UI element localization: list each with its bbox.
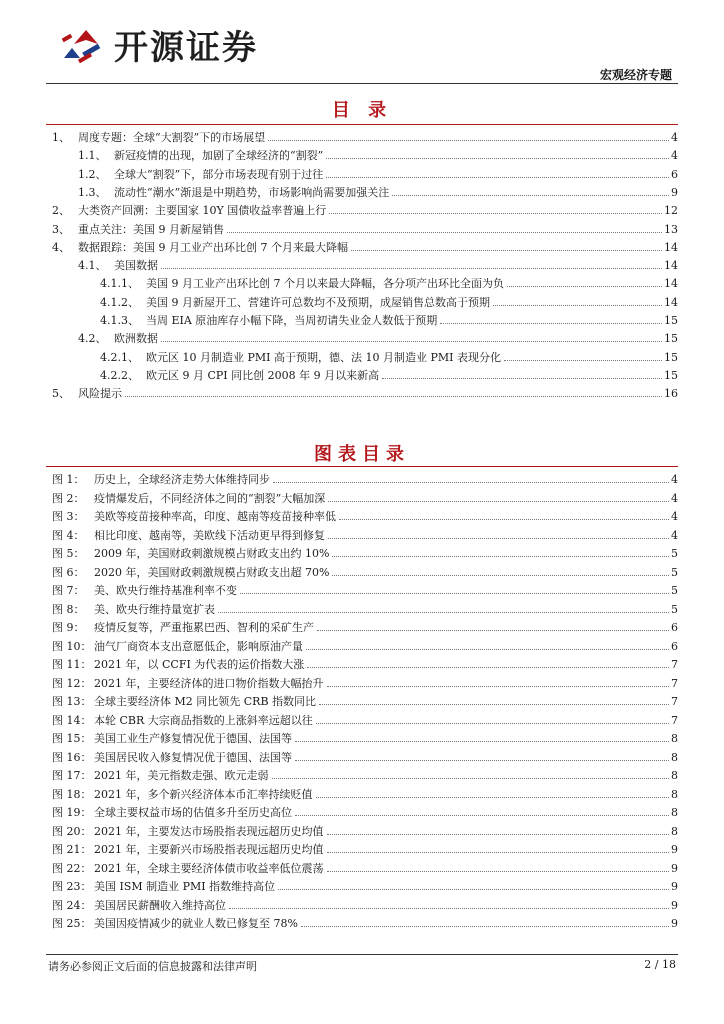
toc-entry[interactable] [78,148,678,164]
toc-entry[interactable] [52,240,678,256]
figure-entry[interactable] [52,731,678,747]
entry-number: 图 7： [52,584,85,597]
dot-leader [332,555,669,557]
dot-leader [229,907,669,909]
entry-number: 图 14： [52,713,92,727]
entry-title: 美、欧央行维持量宽扩表 [94,602,215,616]
figure-entry[interactable] [52,546,678,562]
dot-leader [273,481,669,483]
dot-leader [295,759,669,761]
entry-title: 2021 年，主要经济体的进口物价指数大幅抬升 [94,676,324,690]
dot-leader [227,231,662,233]
toc-entry[interactable] [78,167,678,183]
entry-page-number: 16 [664,387,678,401]
entry-number: 图 18： [52,787,92,801]
entry-page-number: 9 [671,917,678,930]
figure-entry[interactable] [52,898,678,914]
dot-leader [327,851,670,853]
entry-title: 疫情爆发后，不同经济体之间的“割裂”大幅加深 [94,491,326,505]
toc-entry[interactable] [78,331,678,347]
entry-title: 美欧等疫苗接种率高，印度、越南等疫苗接种率低 [94,510,336,523]
entry-title: 2020 年，美国财政刺激规模占财政支出超 70% [94,565,330,579]
entry-title: 新冠疫情的出现，加剧了全球经济的“割裂” [114,149,324,163]
figure-entry[interactable] [52,602,678,618]
entry-number: 4.1.1、 [100,277,139,291]
entry-page-number: 9 [671,843,678,856]
entry-page-number: 9 [671,861,678,875]
dot-leader [328,537,669,539]
page-indicator: 2 / 18 [644,958,676,971]
entry-number: 图 25： [52,917,92,930]
toc-entry[interactable] [100,276,678,292]
figure-entry[interactable] [52,583,678,599]
entry-number: 1.2、 [78,167,107,181]
entry-number: 4.2.1、 [100,350,139,364]
dot-leader [268,139,669,141]
report-category: 宏观经济专题 [599,68,672,82]
dot-leader [327,833,670,835]
entry-page-number: 9 [671,185,678,199]
figure-entry[interactable] [52,620,678,636]
entry-page-number: 15 [664,332,678,346]
dot-leader [327,685,670,687]
dot-leader [125,395,662,397]
entry-title: 美、欧央行维持基准利率不变 [94,584,237,597]
figure-entry[interactable] [52,657,678,673]
brand-name: 开源证券 [114,28,258,68]
entry-page-number: 15 [664,314,678,327]
toc-title: 目 录 [331,100,393,121]
entry-title: 大类资产回溯：主要国家 10Y 国债收益率普遍上行 [78,204,327,218]
dot-leader [440,322,662,324]
entry-title: 2021 年，主要发达市场股指表现远超历史均值 [94,824,324,838]
brand-logo-icon [56,18,108,66]
entry-number: 图 13： [52,695,92,708]
entry-page-number: 5 [671,547,678,560]
figure-entry[interactable] [52,750,678,766]
entry-title: 周度专题：全球“大割裂”下的市场展望 [78,131,266,144]
dot-leader [218,611,669,613]
entry-title: 2021 年，主要新兴市场股指表现远超历史均值 [94,843,324,856]
entry-title: 美国居民收入修复情况优于德国、法国等 [94,750,292,764]
entry-number: 2、 [52,204,70,218]
toc-entry[interactable] [52,203,678,219]
entry-title: 相比印度、越南等，美欧线下活动更早得到修复 [94,528,325,542]
dot-leader [339,518,669,520]
dot-leader [326,176,669,178]
entry-page-number: 9 [671,880,678,893]
dot-leader [295,814,669,816]
entry-title: 欧元区 10 月制造业 PMI 高于预期，德、法 10 月制造业 PMI 表现分化 [146,350,501,364]
entry-number: 图 23： [52,880,92,893]
dot-leader [328,500,669,502]
footer-disclaimer: 请务必参阅正文后面的信息披露和法律声明 [48,960,257,973]
entry-page-number: 7 [671,695,678,708]
entry-page-number: 4 [671,149,678,163]
dot-leader [317,629,669,631]
figure-entry[interactable] [52,916,678,932]
entry-title: 美国 ISM 制造业 PMI 指数维持高位 [94,880,276,893]
dot-leader [240,592,669,594]
entry-number: 图 21： [52,843,92,856]
entry-page-number: 8 [671,806,678,819]
figure-entry[interactable] [52,694,678,710]
entry-page-number: 8 [671,750,678,764]
entry-page-number: 7 [671,713,678,727]
figure-entry[interactable] [52,509,678,525]
entry-title: 本轮 CBR 大宗商品指数的上涨斜率远超以往 [94,713,313,727]
entry-page-number: 8 [671,824,678,838]
dot-leader [332,574,669,576]
entry-number: 4.2、 [78,332,107,346]
figure-entry[interactable] [52,639,678,655]
entry-number: 3、 [52,222,70,236]
dot-leader [507,285,662,287]
figure-entry[interactable] [52,565,678,581]
entry-number: 4.1.3、 [100,314,139,327]
entry-number: 4.2.2、 [100,368,139,382]
figure-entry[interactable] [52,491,678,507]
figure-entry[interactable] [52,842,678,858]
entry-page-number: 8 [671,787,678,801]
entry-title: 数据跟踪：美国 9 月工业产出环比创 7 个月来最大降幅 [78,240,348,254]
figure-entry[interactable] [52,787,678,803]
entry-page-number: 8 [671,732,678,745]
entry-page-number: 15 [664,368,678,382]
dot-leader [306,648,669,650]
dot-leader [316,722,669,724]
dot-leader [351,249,662,251]
entry-title: 2009 年，美国财政刺激规模占财政支出约 10% [94,547,330,560]
entry-page-number: 6 [671,639,678,653]
entry-page-number: 13 [664,222,678,236]
toc-entry[interactable] [100,295,678,311]
entry-title: 2021 年，多个新兴经济体本币汇率持续贬值 [94,787,313,801]
entry-number: 5、 [52,387,70,401]
entry-title: 美国工业生产修复情况优于德国、法国等 [94,732,292,745]
entry-number: 1、 [52,131,70,144]
entry-page-number: 5 [671,565,678,579]
dot-leader [504,359,662,361]
entry-page-number: 8 [671,769,678,782]
dot-leader [278,888,669,890]
figure-entry[interactable] [52,472,678,488]
entry-number: 图 4： [52,528,85,542]
dot-leader [493,304,662,306]
entry-page-number: 7 [671,658,678,671]
dot-leader [382,377,662,379]
toc-entry[interactable] [52,386,678,402]
brand-logo [56,18,286,66]
entry-page-number: 14 [664,295,678,309]
entry-number: 图 22： [52,861,92,875]
entry-title: 2021 年，美元指数走强、欧元走弱 [94,769,269,782]
entry-page-number: 4 [671,528,678,542]
entry-number: 图 1： [52,473,85,486]
entry-number: 图 24： [52,898,92,912]
dot-leader [329,212,662,214]
dot-leader [319,703,669,705]
entry-page-number: 4 [671,491,678,505]
entry-number: 图 8： [52,602,85,616]
entry-number: 图 5： [52,547,85,560]
toc-entry[interactable] [52,130,678,146]
entry-page-number: 4 [671,131,678,144]
figures-title: 图表目录 [314,444,410,465]
entry-number: 图 11： [52,658,92,671]
entry-title: 2021 年，以 CCFI 为代表的运价指数大涨 [94,658,305,671]
dot-leader [272,777,670,779]
entry-page-number: 9 [671,898,678,912]
entry-title: 美国 9 月工业产出环比创 7 个月以来最大降幅，各分项产出环比全面为负 [146,277,504,291]
entry-page-number: 6 [671,167,678,181]
figure-entry[interactable] [52,879,678,895]
entry-page-number: 4 [671,473,678,486]
entry-number: 4.1.2、 [100,295,139,309]
header-divider [46,83,678,84]
dot-leader [307,666,669,668]
entry-page-number: 7 [671,676,678,690]
figure-entry[interactable] [52,676,678,692]
entry-number: 图 2： [52,491,85,505]
entry-page-number: 14 [664,277,678,291]
toc-entry[interactable] [52,222,678,238]
entry-title: 全球大“割裂”下，部分市场表现有别于过往 [114,167,324,181]
entry-page-number: 14 [664,259,678,273]
toc-entry[interactable] [78,258,678,274]
entry-number: 图 3： [52,510,85,523]
entry-title: 欧洲数据 [114,332,158,346]
dot-leader [327,870,670,872]
dot-leader [295,740,669,742]
entry-number: 图 16： [52,750,92,764]
entry-number: 1.3、 [78,185,107,199]
entry-number: 图 20： [52,824,92,838]
figures-title-rule [46,466,678,467]
toc-title-rule [46,124,678,125]
entry-title: 2021 年，全球主要经济体债市收益率低位震荡 [94,861,324,875]
entry-title: 当周 EIA 原油库存小幅下降，当周初请失业金人数低于预期 [146,314,438,327]
entry-title: 美国居民薪酬收入维持高位 [94,898,226,912]
dot-leader [326,157,669,159]
entry-title: 美国因疫情减少的就业人数已修复至 78% [94,917,298,930]
dot-leader [301,925,669,927]
entry-title: 重点关注：美国 9 月新屋销售 [78,222,224,236]
figure-entry[interactable] [52,861,678,877]
figure-entry[interactable] [52,824,678,840]
entry-number: 图 6： [52,565,85,579]
entry-title: 油气厂商资本支出意愿低企，影响原油产量 [94,639,303,653]
entry-title: 流动性“潮水”渐退是中期趋势，市场影响尚需要加强关注 [114,185,390,199]
entry-title: 美国 9 月新屋开工、营建许可总数均不及预期，成屋销售总数高于预期 [146,295,490,309]
dot-leader [161,340,662,342]
entry-page-number: 5 [671,602,678,616]
entry-title: 全球主要经济体 M2 同比领先 CRB 指数同比 [94,695,317,708]
dot-leader [316,796,670,798]
entry-number: 图 17： [52,769,92,782]
toc-entry[interactable] [100,313,678,329]
toc-entry[interactable] [100,350,678,366]
dot-leader [392,194,669,196]
entry-number: 图 19： [52,806,92,819]
entry-number: 图 9： [52,621,85,634]
figure-entry[interactable] [52,528,678,544]
entry-number: 图 15： [52,732,92,745]
toc-entry[interactable] [78,185,678,201]
entry-number: 图 12： [52,676,92,690]
entry-number: 4、 [52,240,70,254]
entry-title: 疫情反复等，严重拖累巴西、智利的采矿生产 [94,621,314,634]
toc-entry[interactable] [100,368,678,384]
dot-leader [161,267,662,269]
entry-title: 美国数据 [114,259,158,273]
footer-divider [46,954,678,955]
entry-page-number: 5 [671,584,678,597]
entry-page-number: 4 [671,510,678,523]
entry-title: 全球主要权益市场的估值多升至历史高位 [94,806,292,819]
entry-number: 4.1、 [78,259,107,273]
entry-title: 风险提示 [78,387,122,401]
entry-number: 1.1、 [78,149,107,163]
entry-number: 图 10： [52,639,92,653]
entry-page-number: 15 [664,350,678,364]
entry-page-number: 12 [664,204,678,218]
entry-title: 欧元区 9 月 CPI 同比创 2008 年 9 月以来新高 [146,368,380,382]
entry-page-number: 14 [664,240,678,254]
figure-entry[interactable] [52,768,678,784]
figure-entry[interactable] [52,713,678,729]
figure-entry[interactable] [52,805,678,821]
entry-page-number: 6 [671,621,678,634]
entry-title: 历史上，全球经济走势大体维持同步 [94,473,270,486]
